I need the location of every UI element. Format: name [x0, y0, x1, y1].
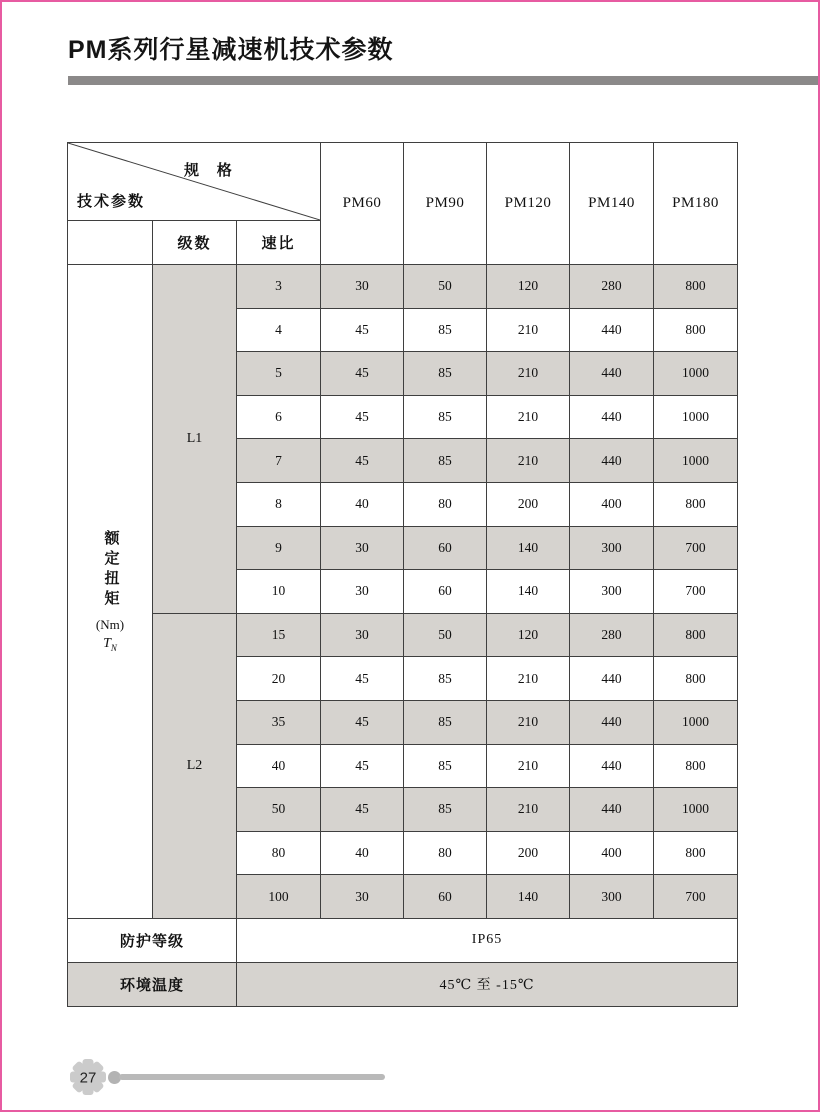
params-axis-label: 技术参数 — [77, 194, 146, 210]
spec-axis-label: 规 格 — [184, 163, 239, 179]
protection-row — [68, 918, 738, 962]
title-underline-bar — [68, 76, 818, 85]
ratio-cell: 10 — [237, 570, 321, 614]
stage-cell-l1: L1 — [153, 265, 237, 614]
value-cell: 440 — [570, 657, 654, 701]
value-cell: 210 — [487, 439, 570, 483]
col-header-pm140: PM140 — [570, 143, 654, 265]
value-cell: 300 — [570, 526, 654, 570]
value-cell: 200 — [487, 831, 570, 875]
value-cell: 800 — [654, 613, 738, 657]
value-cell: 45 — [321, 657, 404, 701]
value-cell: 440 — [570, 700, 654, 744]
value-cell: 85 — [404, 700, 487, 744]
ratio-cell: 9 — [237, 526, 321, 570]
torque-symbol: $T_N$ — [103, 636, 117, 653]
value-cell: 440 — [570, 308, 654, 352]
value-cell: 280 — [570, 613, 654, 657]
stage-cell-l2: L2 — [153, 613, 237, 918]
value-cell: 1000 — [654, 352, 738, 396]
temperature-row — [68, 962, 738, 1006]
value-cell: 210 — [487, 308, 570, 352]
value-cell: 45 — [321, 352, 404, 396]
protection-value-cell: IP65 — [237, 918, 738, 962]
empty-header-cell — [68, 221, 153, 265]
value-cell: 300 — [570, 875, 654, 919]
value-cell: 120 — [487, 613, 570, 657]
value-cell: 50 — [404, 265, 487, 309]
torque-vertical-text: 额定扭矩 — [102, 530, 119, 611]
ratio-cell: 8 — [237, 482, 321, 526]
value-cell: 45 — [321, 308, 404, 352]
value-cell: 60 — [404, 875, 487, 919]
value-cell: 400 — [570, 482, 654, 526]
value-cell: 85 — [404, 657, 487, 701]
value-cell: 700 — [654, 570, 738, 614]
ratio-cell: 40 — [237, 744, 321, 788]
value-cell: 440 — [570, 744, 654, 788]
ratio-cell: 80 — [237, 831, 321, 875]
value-cell: 30 — [321, 875, 404, 919]
value-cell: 85 — [404, 439, 487, 483]
value-cell: 440 — [570, 788, 654, 832]
value-cell: 440 — [570, 352, 654, 396]
value-cell: 80 — [404, 482, 487, 526]
ratio-cell: 50 — [237, 788, 321, 832]
value-cell: 40 — [321, 482, 404, 526]
value-cell: 30 — [321, 526, 404, 570]
table-row — [68, 265, 738, 309]
value-cell: 50 — [404, 613, 487, 657]
page-number: 27 — [79, 1069, 97, 1087]
value-cell: 800 — [654, 744, 738, 788]
value-cell: 800 — [654, 265, 738, 309]
table-row — [68, 613, 738, 657]
header-row-1 — [68, 143, 738, 221]
torque-unit: (Nm) — [95, 617, 125, 633]
ratio-cell: 100 — [237, 875, 321, 919]
value-cell: 60 — [404, 570, 487, 614]
gear-icon — [64, 1053, 112, 1101]
value-cell: 210 — [487, 657, 570, 701]
ratio-cell: 15 — [237, 613, 321, 657]
ratio-header: 速比 — [237, 221, 321, 265]
value-cell: 440 — [570, 395, 654, 439]
value-cell: 1000 — [654, 788, 738, 832]
value-cell: 1000 — [654, 439, 738, 483]
value-cell: 140 — [487, 570, 570, 614]
spec-table — [67, 142, 738, 1007]
value-cell: 30 — [321, 265, 404, 309]
value-cell: 45 — [321, 788, 404, 832]
value-cell: 45 — [321, 744, 404, 788]
value-cell: 45 — [321, 439, 404, 483]
value-cell: 400 — [570, 831, 654, 875]
col-header-pm60: PM60 — [321, 143, 404, 265]
ratio-cell: 5 — [237, 352, 321, 396]
value-cell: 700 — [654, 526, 738, 570]
value-cell: 800 — [654, 831, 738, 875]
value-cell: 85 — [404, 352, 487, 396]
value-cell: 40 — [321, 831, 404, 875]
value-cell: 60 — [404, 526, 487, 570]
value-cell: 210 — [487, 700, 570, 744]
ratio-cell: 3 — [237, 265, 321, 309]
value-cell: 30 — [321, 570, 404, 614]
col-header-pm180: PM180 — [654, 143, 738, 265]
protection-label-cell: 防护等级 — [68, 918, 237, 962]
corner-cell — [68, 143, 321, 221]
ratio-cell: 7 — [237, 439, 321, 483]
value-cell: 120 — [487, 265, 570, 309]
col-header-pm90: PM90 — [404, 143, 487, 265]
temperature-label-cell: 环境温度 — [68, 962, 237, 1006]
torque-label-cell — [68, 265, 153, 919]
value-cell: 440 — [570, 439, 654, 483]
value-cell: 85 — [404, 308, 487, 352]
ratio-cell: 35 — [237, 700, 321, 744]
col-header-pm120: PM120 — [487, 143, 570, 265]
value-cell: 85 — [404, 744, 487, 788]
value-cell: 210 — [487, 744, 570, 788]
page-title: PM系列行星减速机技术参数 — [68, 36, 394, 64]
value-cell: 800 — [654, 482, 738, 526]
value-cell: 1000 — [654, 395, 738, 439]
value-cell: 800 — [654, 657, 738, 701]
temperature-value-cell: 45℃ 至 -15℃ — [237, 962, 738, 1006]
value-cell: 140 — [487, 875, 570, 919]
value-cell: 280 — [570, 265, 654, 309]
value-cell: 300 — [570, 570, 654, 614]
value-cell: 85 — [404, 788, 487, 832]
ratio-cell: 6 — [237, 395, 321, 439]
value-cell: 200 — [487, 482, 570, 526]
value-cell: 30 — [321, 613, 404, 657]
value-cell: 140 — [487, 526, 570, 570]
value-cell: 80 — [404, 831, 487, 875]
value-cell: 45 — [321, 395, 404, 439]
value-cell: 1000 — [654, 700, 738, 744]
value-cell: 700 — [654, 875, 738, 919]
value-cell: 85 — [404, 395, 487, 439]
ratio-cell: 4 — [237, 308, 321, 352]
footer-decorative-line — [119, 1074, 385, 1080]
value-cell: 45 — [321, 700, 404, 744]
value-cell: 210 — [487, 395, 570, 439]
stage-header: 级数 — [153, 221, 237, 265]
value-cell: 210 — [487, 352, 570, 396]
value-cell: 210 — [487, 788, 570, 832]
value-cell: 800 — [654, 308, 738, 352]
ratio-cell: 20 — [237, 657, 321, 701]
